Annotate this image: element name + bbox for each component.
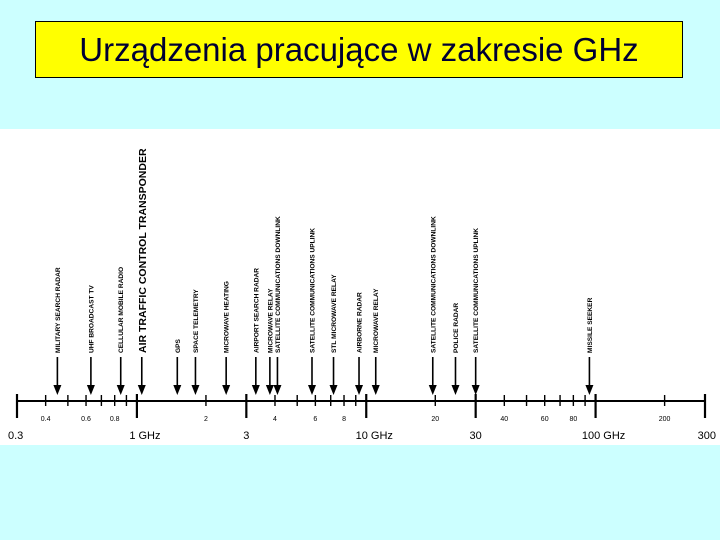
frequency-chart: [0, 129, 720, 445]
device-arrow-head: [308, 385, 316, 395]
minor-tick-label: 0.6: [81, 416, 91, 423]
device-label: POLICE RADAR: [452, 302, 460, 353]
device-label: MICROWAVE RELAY: [267, 288, 275, 353]
slide-title: Urządzenia pracujące w zakresie GHz: [79, 30, 639, 68]
major-tick-label: 3: [243, 430, 250, 442]
frequency-axis-diagram: [0, 129, 720, 445]
major-tick-label: 100 GHz: [581, 430, 626, 442]
minor-tick-label: 200: [658, 416, 671, 423]
device-arrow-head: [451, 385, 459, 395]
device-label: SPACE TELEMETRY: [192, 289, 200, 353]
device-label: AIR TRAFFIC CONTROL TRANSPONDER: [136, 148, 149, 353]
device-label: MISSILE SEEKER: [586, 297, 594, 353]
device-label: AIRPORT SEARCH RADAR: [253, 268, 261, 353]
minor-tick-label: 0.4: [40, 416, 51, 423]
major-tick-label: 10 GHz: [355, 430, 393, 442]
device-arrow-head: [222, 385, 230, 395]
device-arrow-head: [330, 385, 338, 395]
device-label: SATELLITE COMMUNICATIONS DOWNLINK: [274, 216, 282, 353]
major-tick-label: 0.3: [8, 430, 24, 442]
major-tick-label: 300: [697, 430, 716, 442]
device-arrow-head: [173, 385, 181, 395]
device-label: AIRBORNE RADAR: [356, 292, 364, 353]
device-label: GPS: [174, 339, 182, 353]
device-arrow-head: [372, 385, 380, 395]
device-label: MICROWAVE RELAY: [373, 288, 381, 353]
device-label: STL MICROWAVE RELAY: [331, 274, 339, 353]
device-label: MILITARY SEARCH RADAR: [54, 267, 62, 353]
minor-tick-label: 2: [203, 416, 208, 423]
device-arrow-head: [117, 385, 125, 395]
device-arrow-head: [585, 385, 593, 395]
device-arrow-head: [191, 385, 199, 395]
major-tick-label: 30: [469, 430, 482, 442]
device-arrow-head: [266, 385, 274, 395]
minor-tick-label: 8: [342, 416, 346, 423]
device-label: SATELLITE COMMUNICATIONS UPLINK: [309, 227, 317, 353]
device-arrow-head: [273, 385, 281, 395]
device-label: MICROWAVE HEATING: [223, 281, 231, 353]
device-label: SATELLITE COMMUNICATIONS DOWNLINK: [430, 216, 438, 353]
device-arrow-head: [472, 385, 480, 395]
minor-tick-label: 80: [569, 416, 578, 423]
minor-tick-label: 60: [540, 416, 549, 423]
device-label: CELLULAR MOBILE RADIO: [118, 266, 126, 353]
minor-tick-label: 20: [431, 416, 440, 423]
minor-tick-label: 40: [500, 416, 509, 423]
device-arrow-head: [53, 385, 61, 395]
device-label: SATELLITE COMMUNICATIONS UPLINK: [473, 227, 481, 353]
device-label: UHF BROADCAST TV: [88, 285, 96, 353]
minor-tick-label: 6: [313, 416, 318, 423]
device-arrow-head: [355, 385, 363, 395]
minor-tick-label: 4: [273, 416, 277, 423]
title-box: [35, 21, 683, 78]
minor-tick-label: 0.8: [109, 416, 120, 423]
major-tick-label: 1 GHz: [129, 430, 161, 442]
device-arrow-head: [87, 385, 95, 395]
device-arrow-head: [252, 385, 260, 395]
device-arrow-head: [138, 385, 146, 395]
device-arrow-head: [429, 385, 437, 395]
